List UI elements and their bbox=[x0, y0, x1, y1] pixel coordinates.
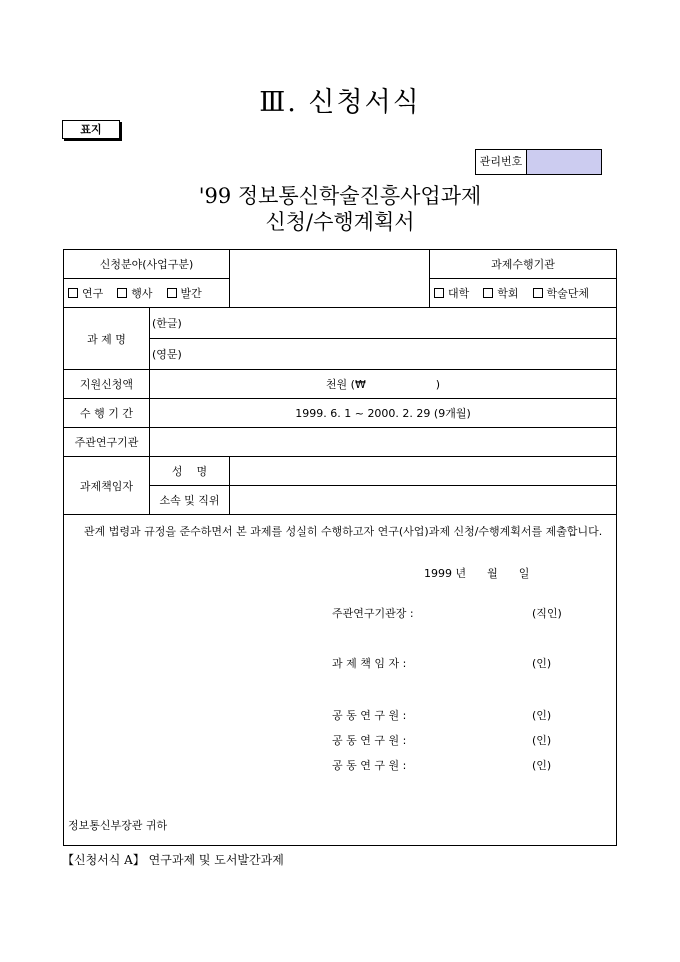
checkbox-icon bbox=[533, 288, 543, 298]
institution-option-university[interactable]: 대학 bbox=[434, 287, 469, 300]
signature-row-institution-head bbox=[332, 605, 612, 621]
document-title bbox=[0, 183, 680, 235]
project-name-label: 과 제 명 bbox=[64, 308, 150, 370]
signature-row-co-researcher-2 bbox=[332, 732, 612, 748]
application-form-table bbox=[63, 249, 617, 846]
checkbox-icon bbox=[68, 288, 78, 298]
project-name-korean-field[interactable]: (한글) bbox=[150, 308, 617, 339]
signature-role: 주관연구기관장 : bbox=[332, 607, 414, 620]
cover-tab-label: 표지 bbox=[62, 120, 120, 139]
category-option-event[interactable]: 행사 bbox=[117, 287, 152, 300]
signature-role: 공 동 연 구 원 : bbox=[332, 759, 407, 772]
support-amount-label: 지원신청액 bbox=[64, 370, 150, 399]
checkbox-icon bbox=[483, 288, 493, 298]
institution-type-label: 과제수행기관 bbox=[430, 250, 617, 279]
institution-option-society[interactable]: 학회 bbox=[483, 287, 518, 300]
signature-seal: (인) bbox=[532, 759, 552, 772]
pi-affiliation-field[interactable] bbox=[230, 486, 617, 515]
support-amount-field[interactable]: 천원 (₩ ) bbox=[150, 370, 617, 399]
signature-seal: (인) bbox=[532, 734, 552, 747]
document-title-line2: 신청/수행계획서 bbox=[265, 210, 415, 234]
signature-role: 공 동 연 구 원 : bbox=[332, 709, 407, 722]
checkbox-icon bbox=[434, 288, 444, 298]
signature-section bbox=[64, 515, 617, 846]
period-label: 수 행 기 간 bbox=[64, 399, 150, 428]
signature-seal: (인) bbox=[532, 709, 552, 722]
submission-date: 1999 년 월 일 bbox=[424, 567, 530, 580]
project-name-english-field[interactable]: (영문) bbox=[150, 339, 617, 370]
signature-seal: (직인) bbox=[532, 607, 562, 620]
checkbox-icon bbox=[117, 288, 127, 298]
category-blank bbox=[230, 250, 430, 308]
pi-name-field[interactable] bbox=[230, 457, 617, 486]
management-number-field[interactable] bbox=[527, 150, 601, 174]
addressee: 정보통신부장관 귀하 bbox=[68, 819, 168, 832]
period-value: 1999. 6. 1 ~ 2000. 2. 29 (9개월) bbox=[150, 399, 617, 428]
footer-note: 【신청서식 A】 연구과제 및 도서발간과제 bbox=[62, 853, 284, 867]
management-number-label: 관리번호 bbox=[476, 150, 527, 174]
pi-name-label: 성 명 bbox=[150, 457, 230, 486]
signature-row-co-researcher-1 bbox=[332, 707, 612, 723]
category-option-research[interactable]: 연구 bbox=[68, 287, 103, 300]
category-options bbox=[64, 279, 230, 308]
lead-institution-field[interactable] bbox=[150, 428, 617, 457]
management-number-box bbox=[475, 149, 602, 175]
category-option-publication[interactable]: 발간 bbox=[167, 287, 202, 300]
document-title-line1: '99 정보통신학술진흥사업과제 bbox=[198, 184, 482, 208]
signature-row-co-researcher-3 bbox=[332, 757, 612, 773]
pi-label: 과제책임자 bbox=[64, 457, 150, 515]
signature-row-pi bbox=[332, 655, 612, 671]
institution-options bbox=[430, 279, 617, 308]
checkbox-icon bbox=[167, 288, 177, 298]
pi-affiliation-label: 소속 및 직위 bbox=[150, 486, 230, 515]
lead-institution-label: 주관연구기관 bbox=[64, 428, 150, 457]
signature-seal: (인) bbox=[532, 657, 552, 670]
institution-option-academic-group[interactable]: 학술단체 bbox=[533, 287, 590, 300]
signature-role: 공 동 연 구 원 : bbox=[332, 734, 407, 747]
page-title: Ⅲ. 신청서식 bbox=[259, 87, 421, 118]
signature-role: 과 제 책 임 자 : bbox=[332, 657, 407, 670]
category-label: 신청분야(사업구분) bbox=[64, 250, 230, 279]
submission-statement: 관계 법령과 규정을 준수하면서 본 과제를 성실히 수행하고자 연구(사업)과제 신청/수행계획서를 제출합니다. bbox=[84, 525, 603, 538]
